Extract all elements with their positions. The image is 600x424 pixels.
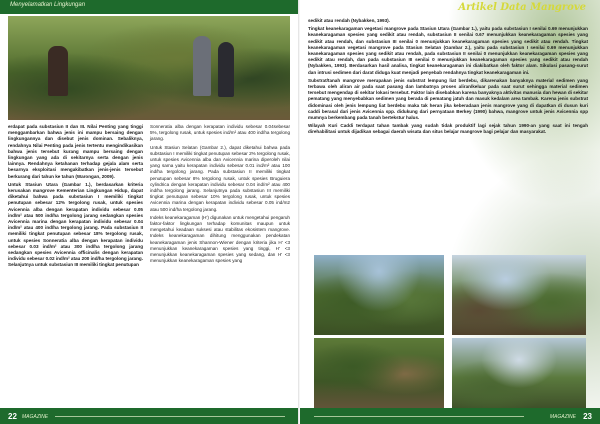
paragraph: sedikit atau rendah (Nybakken, 1993). bbox=[308, 18, 390, 23]
right-footer bbox=[300, 408, 600, 424]
paragraph: Untuk Stasiun Selatan (Gambar 2.), dapat diketahui bahwa pada substasiun I memiliki tingkat penutupan sebesar 2% tergolong rusak, untuk spesies Avicennia alba dan Avicennia marina diperoleh nilai yang sama yaitu kerapatan individu sebesar 0.01 ind/m² atau 100 ind/ha tergolong jarang. Pada substasiun II memiliki tingkat penutupan sebesar 8% tergolong rusak, untuk spesies Bruguiera cylindrica dengan kerapatan individu sebesar 0.04 ind/m² atau 400 ind/ha tergolong jarang. Selanjutnya pada substasiun III memiliki tingkat penutupan sebesar 10% tergolong rusak, untuk spesies Avicennia marina dengan kerapatan individu sebesar 0.05 ind/m2 atau 500 ind/ha tergolong jarang. bbox=[150, 144, 290, 212]
page-number: 23 bbox=[583, 412, 592, 421]
left-header-title: Menyelamatkan Lingkungan bbox=[10, 2, 86, 8]
magazine-label: MAGAZINE bbox=[549, 414, 576, 420]
mangrove-photo bbox=[314, 338, 444, 410]
footer-rule bbox=[55, 416, 285, 417]
footer-rule bbox=[314, 416, 524, 417]
paragraph: Indeks keanekaragaman (H') digunakan untuk mengetahui pengaruh faktor-faktor lingkungan terhadap komunitas maupun untuk mengetahui keadaan suksesi atau stabilitas ekosistem mangrove. Indeks keanekaragaman dihitung menggunakan pendekatan keanekaragaman jenis Shannon-Wiener dengan kriteria jika H' <3 menunjukkan keanekaragaman spesies yang tinggi, H' <3 menunjukkan keanekaragaman spesies yang sedang, dan H' <3 menunjukkan keanekaragaman spesies yang bbox=[150, 214, 290, 264]
left-column-b bbox=[150, 124, 290, 266]
left-header-bar bbox=[0, 0, 300, 14]
person-figure bbox=[193, 36, 211, 96]
person-figure bbox=[48, 46, 68, 96]
right-page bbox=[300, 0, 600, 424]
paragraph: Tingkat keanekaragaman vegetasi mangrove pada Stasiun Utara (Gambar 1.), yaitu pada substasiun I senilai 0.69 menunjukkan keanekaragaman spesies yang sedikit atau rendah, substasiun II senilai 0.67 menunjukkan keanekaragaman spesies yang sedikit atau rendah, dan substasiun III senilai 0 menunjukkan keanekaragaman spesies yang sedikit atau rendah. Tingkat keanekaragaman vegetasi mangrove pada Stasiun Selatan (Gambar 2.), yaitu pada substasiun I senilai 0.69 menunjukkan keanekaragaman spesies yang sedikit atau rendah, pada substasiun II senilai 0 menunjukkan keanekaragaman spesies yang sedikit atau rendah, dan pada substasiun III senilai 0 menunjukkan keanekaragaman spesies yang sedikit atau rendah (Nybakken, 1993). Berdasarkan hasil analisa, tingkat keanekaragaman ini diakibatkan oleh faktor alam. Sikulasi pasang-surut dan intrusi sedimen dari darat diduga kuat menjadi penyebab rendahnya tingkat keanekaragaman ini. bbox=[308, 26, 588, 75]
right-column bbox=[308, 18, 588, 138]
paragraph: Sonneratia alba dengan kerapatan individu sebesar 0.04sebesar 5%, tergolong rusak, untuk spesies ind/m² atau 400 ind/ha tergolong jarang. bbox=[150, 124, 290, 142]
mangrove-photo bbox=[452, 255, 586, 335]
mangrove-photo bbox=[314, 255, 444, 335]
paragraph: erdapat pada substasiun II dan III. Nilai Penting yang tinggi menggambarkan bahwa jenis ini mampu bersaing dengan lingkungannya dan disebut jenis dominan. Sebaliknya, rendahnya Nilai Penting pada jenis tertentu mengindikasikan bahwa jenis tersebut kurang mampu bersaing dengan lingkungan yang ada di sekitarnya serta dengan jenis lainnya. Rendahnya ketahanan terhadap gejala alam serta besarnya eksploitasi mengakibatkan jenis-jenis tersebut berkurang dari tahun ke tahun (Warongan, 2009). bbox=[8, 124, 143, 179]
paragraph: Untuk Stasiun Utara (Gambar 1.), berdasarkan kriteria kerusakan mangrove Kementerian Lingkungan Hidup, dapat diketahui bahwa pada substasiun I memiliki tingkat penutupan sebesar 12% tergolong rusak, untuk spesies Avicennia alba dengan kerapatan individu sebesar 0.05 ind/m² atau 500 ind/ha tergolong jarang sedangkan spesies Avicennia marina dengan kerapatan individu sebesar 0.04 ind/m² atau 400 ind/ha tergolong jarang. Pada substasiun II memiliki tingkat penutupan sebesar 18% tergolong rusak, untuk spesies Sonneratia alba dengan kerapatan individu sebesar 0.03 ind/m² atau 300 ind/ha tergolong jarang sedangkan spesies Avicennia officinalis dengan kerapatan individu sebesar 0.02 ind/m² atau 200 ind/ha tergolong jarang. Selanjutnya untuk substasiun III memiliki tingkat penutupan bbox=[8, 181, 143, 268]
mangrove-photo bbox=[452, 338, 586, 410]
page-number: 22 bbox=[8, 412, 17, 421]
paragraph: Substrat/tanah mangrove merupakan jenis substrat lempung liat berdebu, dikarenakan banyaknya material sedimen yang terbawa oleh aliran air pada saat pasang dan lambatnya proses aliran/keluar pada saat surut sehingga material sedimen tersebut mengendap di sekitar lokasi tersebut. Faktor lain disebabkan karena banyaknya aktivitas manusia dan hewan di sekitar pematang yang menyebabkan sedimen yang berada di pematang jatuh dan masuk kedalam area tambak. Karena jenis substrat didominasi oleh jenis lempung liat berdebu maka tak heran jika keberadaan jenis mangrove yang di dapatkan di dusun kuri caddi berasal dari jenis Avicennia spp. didukung dari pernyataan Berkey (1990) bahwa, mangrove untuk jenis Avicennia spp mumnya berkembang pada tanah bertekstur halus. bbox=[308, 77, 588, 121]
person-figure bbox=[218, 42, 234, 97]
left-footer bbox=[0, 408, 300, 424]
magazine-label: MAGAZINE bbox=[22, 414, 49, 420]
paragraph: Wilayah Kuri Caddi terdapat tahan tambak yang sudah tidak produktif lagi sejak tahun 1990-an yang saat ini tengah direhabilitasi untuk dijadikan sebagai daerah wisata dan situs belajar mangrove bagi pelajar dan masyarakat. bbox=[308, 123, 588, 135]
field-survey-photo bbox=[8, 16, 290, 120]
right-header-title: Artikel Data Mangrove bbox=[458, 2, 586, 13]
left-column-a bbox=[8, 124, 143, 271]
